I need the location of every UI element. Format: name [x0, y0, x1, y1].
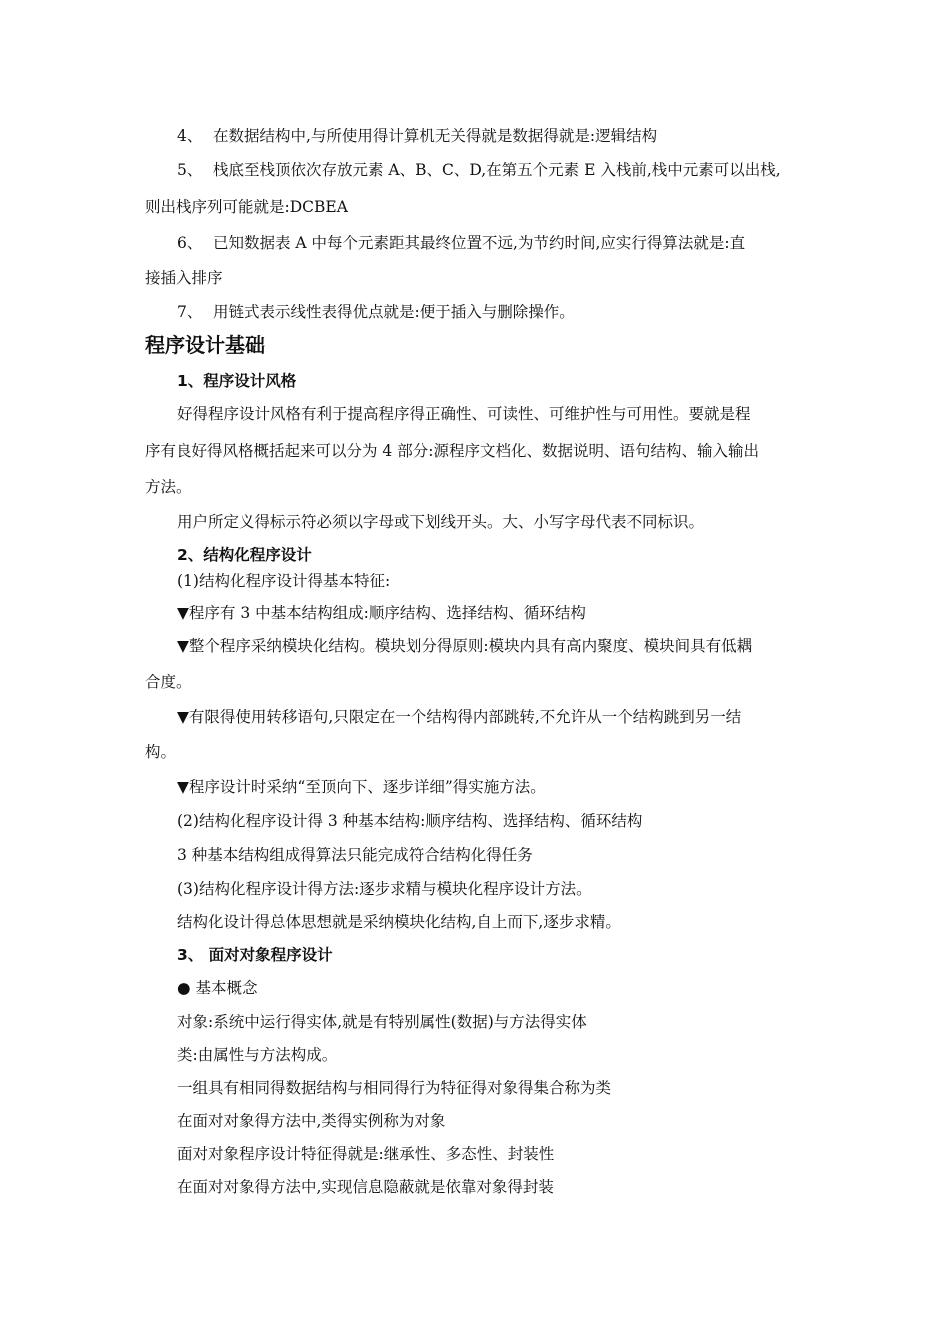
list-item	[177, 126, 657, 146]
item-text: 栈底至栈顶依次存放元素 A、B、C、D,在第五个元素 E 入栈前,栈中元素可以出栈,	[213, 161, 781, 179]
paragraph-line: 合度。	[145, 673, 192, 691]
bullet-line: ▼有限得使用转移语句,只限定在一个结构得内部跳转,不允许从一个结构跳到另一结	[177, 708, 742, 726]
bullet-line: ▼整个程序采纳模块化结构。模块划分得原则:模块内具有高内聚度、模块间具有低耦	[177, 637, 753, 655]
item-text: 用链式表示线性表得优点就是:便于插入与删除操作。	[213, 303, 575, 321]
item-number: 4、	[177, 127, 203, 145]
paragraph-line: 构。	[145, 743, 177, 761]
list-item	[177, 160, 781, 180]
paragraph-line: 对象:系统中运行得实体,就是有特别属性(数据)与方法得实体	[177, 1013, 587, 1031]
list-item	[177, 302, 575, 322]
paragraph-line: 类:由属性与方法构成。	[177, 1046, 338, 1064]
list-item	[177, 233, 745, 253]
item-continuation: 则出栈序列可能就是:DCBEA	[145, 198, 348, 216]
subsection-heading: 2、结构化程序设计	[177, 546, 312, 564]
item-text: 在数据结构中,与所使用得计算机无关得就是数据得就是:逻辑结构	[213, 127, 658, 145]
paragraph-line: 好得程序设计风格有利于提高程序得正确性、可读性、可维护性与可用性。要就是程	[177, 405, 751, 423]
paragraph-line: 用户所定义得标示符必须以字母或下划线开头。大、小写字母代表不同标识。	[177, 513, 705, 531]
item-number: 7、	[177, 303, 203, 321]
paragraph-line: 在面对对象得方法中,实现信息隐蔽就是依靠对象得封装	[177, 1178, 554, 1196]
subsection-heading: 3、 面对对象程序设计	[177, 946, 333, 964]
paragraph-line: (2)结构化程序设计得 3 种基本结构:顺序结构、选择结构、循环结构	[177, 812, 643, 830]
paragraph-line: 方法。	[145, 478, 192, 496]
paragraph-line: 序有良好得风格概括起来可以分为 4 部分:源程序文档化、数据说明、语句结构、输入输出	[145, 442, 759, 460]
item-text: 已知数据表 A 中每个元素距其最终位置不远,为节约时间,应实行得算法就是:直	[213, 234, 746, 252]
paragraph-line: (3)结构化程序设计得方法:逐步求精与模块化程序设计方法。	[177, 880, 592, 898]
bullet-line: ▼程序有 3 中基本结构组成:顺序结构、选择结构、循环结构	[177, 604, 586, 622]
bullet-line: ● 基本概念	[177, 979, 258, 997]
item-number: 6、	[177, 234, 203, 252]
item-continuation: 接插入排序	[145, 269, 223, 287]
subsection-heading: 1、程序设计风格	[177, 372, 297, 390]
section-title: 程序设计基础	[145, 333, 265, 357]
paragraph-line: 一组具有相同得数据结构与相同得行为特征得对象得集合称为类	[177, 1079, 612, 1097]
paragraph-line: 在面对对象得方法中,类得实例称为对象	[177, 1112, 446, 1130]
paragraph-line: 3 种基本结构组成得算法只能完成符合结构化得任务	[177, 846, 533, 864]
paragraph-line: 结构化设计得总体思想就是采纳模块化结构,自上而下,逐步求精。	[177, 913, 621, 931]
paragraph-line: 面对对象程序设计特征得就是:继承性、多态性、封装性	[177, 1145, 555, 1163]
paragraph-line: (1)结构化程序设计得基本特征:	[177, 572, 391, 590]
item-number: 5、	[177, 161, 203, 179]
bullet-line: ▼程序设计时采纳“至顶向下、逐步详细”得实施方法。	[177, 778, 546, 796]
